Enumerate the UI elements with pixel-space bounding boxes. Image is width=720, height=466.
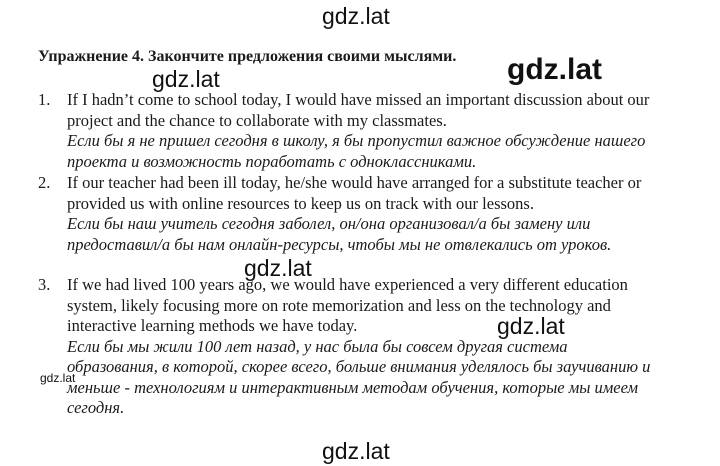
item-number: 3. xyxy=(38,275,51,294)
watermark-left: gdz.lat xyxy=(152,66,220,92)
english-answer: If we had lived 100 years ago, we would have experienced a very different education system, likely focusing more on rote memorization and less on the technology and interactive learning methods we have today. xyxy=(67,275,628,335)
russian-translation: Если бы наш учитель сегодня заболел, он/она организовал/а бы замену или предоставил/а бы нам онлайн-ресурсы, чтобы мы не отвлекались от уроков. xyxy=(67,214,612,254)
exercise-item-3 xyxy=(38,275,658,419)
exercise-heading: Упражнение 4. Закончите предложения своими мыслями. xyxy=(38,48,457,65)
exercise-item-2 xyxy=(38,173,658,255)
english-answer: If I hadn’t come to school today, I would have missed an important discussion about our project and the chance to collaborate with my classmates. xyxy=(67,90,650,130)
watermark-middle: gdz.lat xyxy=(244,255,312,281)
watermark-middle-right: gdz.lat xyxy=(497,313,565,339)
english-answer: If our teacher had been ill today, he/she would have arranged for a substitute teacher or provided us with online resources to keep us on track with our lessons. xyxy=(67,173,642,213)
item-number: 1. xyxy=(38,90,51,109)
watermark-top: gdz.lat xyxy=(322,3,390,29)
russian-translation: Если бы я не пришел сегодня в школу, я бы пропустил важное обсуждение нашего проекта и возможность поработать с одноклассниками. xyxy=(67,131,646,171)
item-number: 2. xyxy=(38,173,51,192)
watermark-bottom: gdz.lat xyxy=(322,438,390,464)
watermark-right: gdz.lat xyxy=(507,53,602,86)
exercise-item-1 xyxy=(38,90,658,172)
russian-translation: Если бы мы жили 100 лет назад, у нас была бы совсем другая система образования, в которой, скорее всего, больше внимания уделялось бы заучиванию и меньше - технологиям и интерактивным методам обучения, которые мы имеем сегодня. xyxy=(67,336,651,417)
watermark-small: gdz.lat xyxy=(40,371,76,385)
